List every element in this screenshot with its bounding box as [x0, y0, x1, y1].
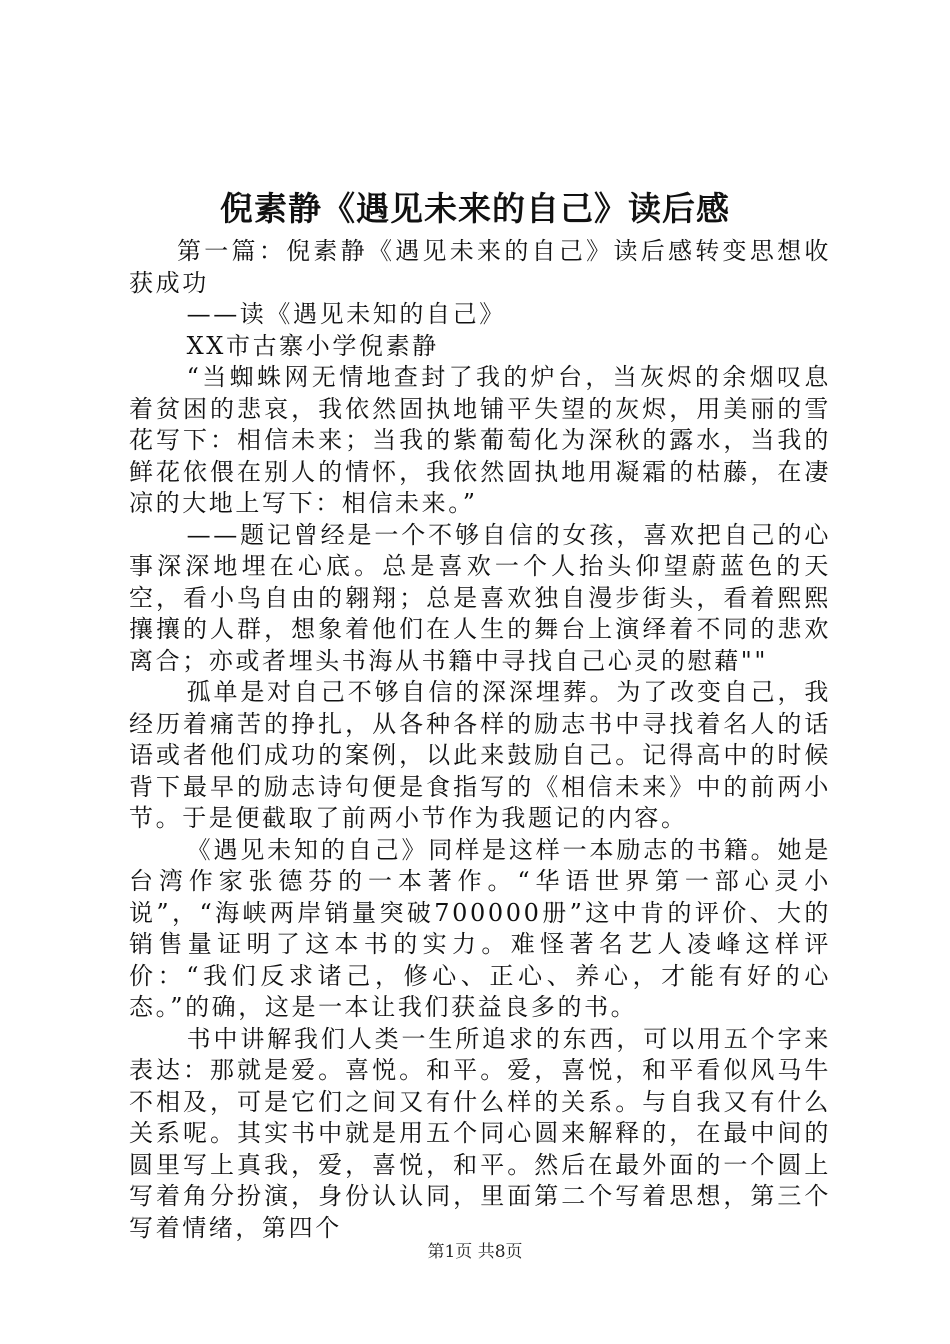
- paragraph-body: 《遇见未知的自己》同样是这样一本励志的书籍。她是台湾作家张德芬的一本著作。“华语世界第一部心灵小说”，“海峡两岸销量突破700000册”这中肯的评价、大的销售量证明了这本书的实力。难怪著名艺人凌峰这样评价：“我们反求诸己，修心、正心、养心，才能有好的心态。”的确，这是一本让我们获益良多的书。: [129, 835, 831, 1021]
- paragraph-author: XX市古寨小学倪素静: [186, 331, 439, 360]
- paragraph-epigraph: “当蜘蛛网无情地查封了我的炉台，当灰烬的余烟叹息着贫困的悲哀，我依然固执地铺平失望的灰烬，用美丽的雪花写下：相信未来；当我的紫葡萄化为深秋的露水，当我的鲜花依偎在别人的情怀，我依然固执地用凝霜的枯藤，在凄凉的大地上写下：相信未来。”: [129, 363, 831, 517]
- paragraph-body: 书中讲解我们人类一生所追求的东西，可以用五个字来表达：那就是爱。喜悦。和平。爱，喜悦，和平看似风马牛不相及，可是它们之间又有什么样的关系。与自我又有什么关系呢。其实书中就是用五个同心圆来解释的，在最中间的圆里写上真我，爱，喜悦，和平。然后在最外面的一个圆上写着角分扮演，身份认认同，里面第二个写着思想，第三个写着情绪，第四个: [129, 1024, 831, 1242]
- paragraph-heading: 第一篇：倪素静《遇见未来的自己》读后感转变思想收获成功: [129, 237, 831, 297]
- paragraph-body: 孤单是对自己不够自信的深深埋葬。为了改变自己，我经历着痛苦的挣扎，从各种各样的励志书中寻找着名人的话语或者他们成功的案例，以此来鼓励自己。记得高中的时候背下最早的励志诗句便是食指写的《相信未来》中的前两小节。于是便截取了前两小节作为我题记的内容。: [129, 678, 831, 832]
- paragraph-subtitle: ——读《遇见未知的自己》: [186, 300, 506, 328]
- document-body: [129, 236, 831, 1244]
- document-title: 倪素静《遇见未来的自己》读后感: [220, 189, 730, 228]
- page-footer: 第1页 共8页: [427, 1242, 523, 1262]
- paragraph-body: ——题记曾经是一个不够自信的女孩，喜欢把自己的心事深深地埋在心底。总是喜欢一个人抬头仰望蔚蓝色的天空，看小鸟自由的翱翔；总是喜欢独自漫步街头，看着熙熙攘攘的人群，想象着他们在人生的舞台上演绎着不同的悲欢离合；亦或者埋头书海从书籍中寻找自己心灵的慰藉"": [129, 520, 831, 675]
